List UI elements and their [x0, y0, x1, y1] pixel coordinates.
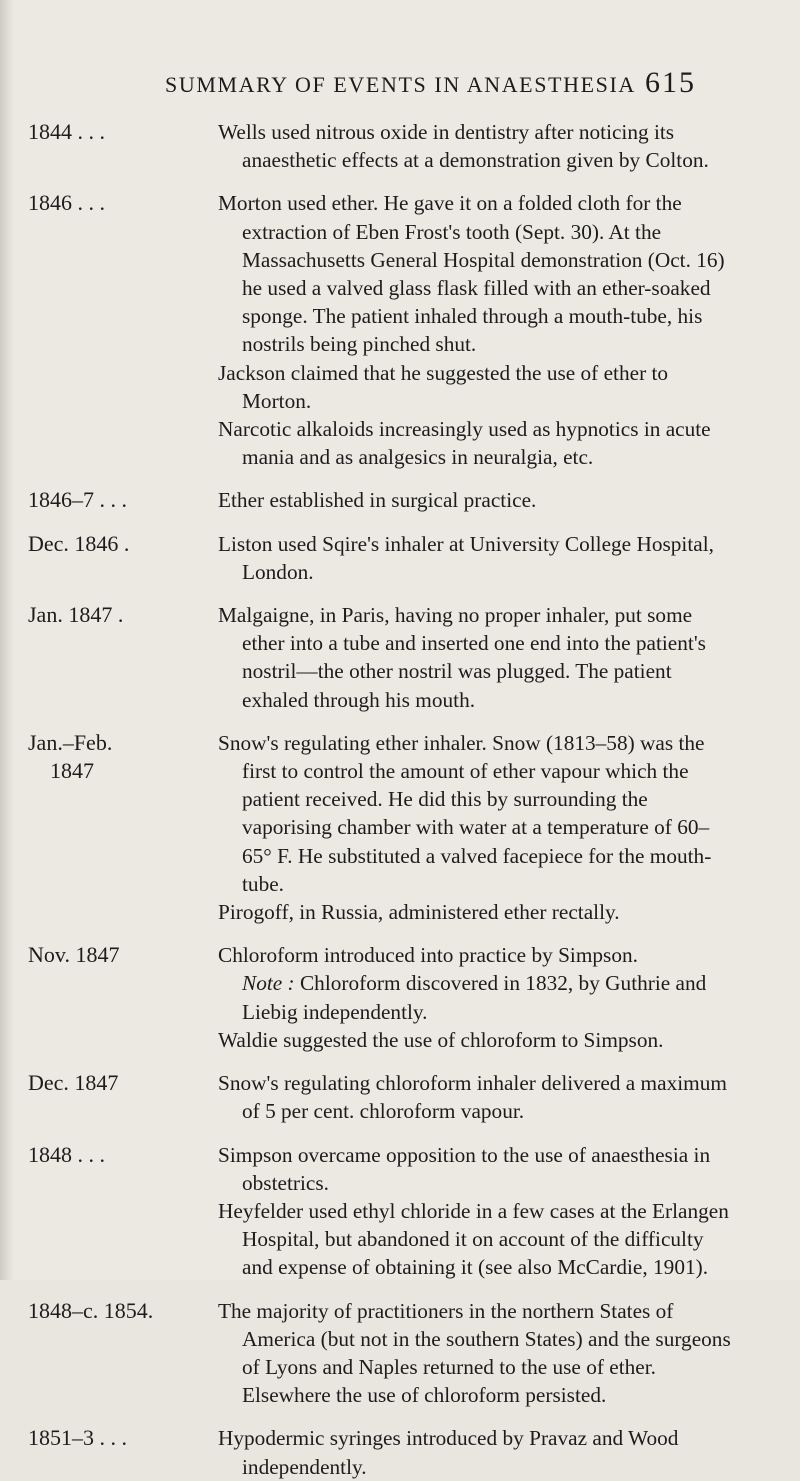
event-text: Snow's regulating ether inhaler. Snow (1813–58) was the first to control the amount of ether vapour which the patient received. He did this by surrounding the vaporising chamber with water at a temperature of 60–65° F. He substituted a valved facepiece for the mouth-tube.: [218, 730, 712, 896]
event-text: Jackson claimed that he suggested the use of ether to Morton.: [218, 360, 669, 413]
event-text: Malgaigne, in Paris, having no proper inhaler, put some ether into a tube and inserted one end into the patient's nostril—the other nostril was plugged. The patient exhaled through his mouth.: [218, 603, 706, 712]
running-head: SUMMARY OF EVENTS IN ANAESTHESIA: [165, 72, 636, 97]
event-date: 1846 . . .: [28, 190, 105, 216]
event-text: Narcotic alkaloids increasingly used as hypnotics in acute mania and as analgesics in neuralgia, etc.: [218, 417, 711, 470]
event-date: Dec. 1847: [28, 1070, 119, 1096]
event-note: [218, 969, 738, 1025]
event-date: 1851–3 . . .: [28, 1425, 127, 1451]
event-text: Snow's regulating chloroform inhaler delivered a maximum of 5 per cent. chloroform vapour.: [218, 1071, 727, 1124]
event-text: Morton used ether. He gave it on a folded cloth for the extraction of Eben Frost's tooth (Sept. 30). At the Massachusetts General Hospital demonstration (Oct. 16) he used a valved glass flask filled with an ether-soaked sponge. The patient inhaled through a mouth-tube, his nostrils being pinched shut.: [218, 191, 725, 357]
event-entry: [0, 486, 800, 514]
event-text: Simpson overcame opposition to the use of anaesthesia in obstetrics.: [218, 1142, 711, 1195]
event-date: Nov. 1847: [28, 942, 120, 968]
event-entry: [0, 601, 800, 714]
event-text: Pirogoff, in Russia, administered ether rectally.: [218, 900, 620, 925]
note-text: Chloroform discovered in 1832, by Guthrie and Liebig independently.: [242, 971, 707, 1024]
event-text: Wells used nitrous oxide in dentistry after noticing its anaesthetic effects at a demonstration given by Colton.: [218, 120, 709, 173]
event-date: 1848 . . .: [28, 1141, 105, 1167]
event-date: Jan.–Feb. 1847: [28, 729, 113, 783]
event-date: Jan. 1847 .: [28, 602, 124, 628]
event-date: 1844 . . .: [28, 119, 105, 144]
page-header: [0, 66, 800, 112]
event-entry: [0, 530, 800, 586]
note-label: Note :: [242, 971, 295, 996]
event-text: Chloroform introduced into practice by Simpson.: [218, 943, 638, 968]
event-date: Dec. 1846 .: [28, 530, 130, 556]
event-entry: [0, 118, 800, 174]
event-date: 1846–7 . . .: [28, 487, 127, 513]
event-entry: [0, 729, 800, 926]
events-list: [0, 118, 800, 1481]
event-date: 1848–c. 1854.: [28, 1297, 154, 1323]
page-number: 615: [645, 66, 696, 99]
event-entry: [0, 1141, 800, 1282]
event-entry: [0, 941, 800, 1054]
event-entry: [0, 1069, 800, 1125]
event-text: Liston used Sqire's inhaler at University College Hospital, London.: [218, 531, 714, 584]
event-entry: [0, 1424, 800, 1480]
event-text: Heyfelder used ethyl chloride in a few cases at the Erlangen Hospital, but abandoned it on account of the difficulty and expense of obtaining it (see also McCardie, 1901).: [218, 1198, 729, 1280]
event-text: Ether established in surgical practice.: [218, 488, 537, 513]
event-text: Waldie suggested the use of chloroform to Simpson.: [218, 1027, 664, 1052]
event-entry: [0, 189, 800, 471]
event-entry: [0, 1297, 800, 1410]
event-text: The majority of practitioners in the northern States of America (but not in the southern States) and the surgeons of Lyons and Naples returned to the use of ether. Elsewhere the use of chloroform persisted.: [218, 1298, 731, 1408]
event-text: Hypodermic syringes introduced by Pravaz and Wood independently.: [218, 1426, 679, 1479]
